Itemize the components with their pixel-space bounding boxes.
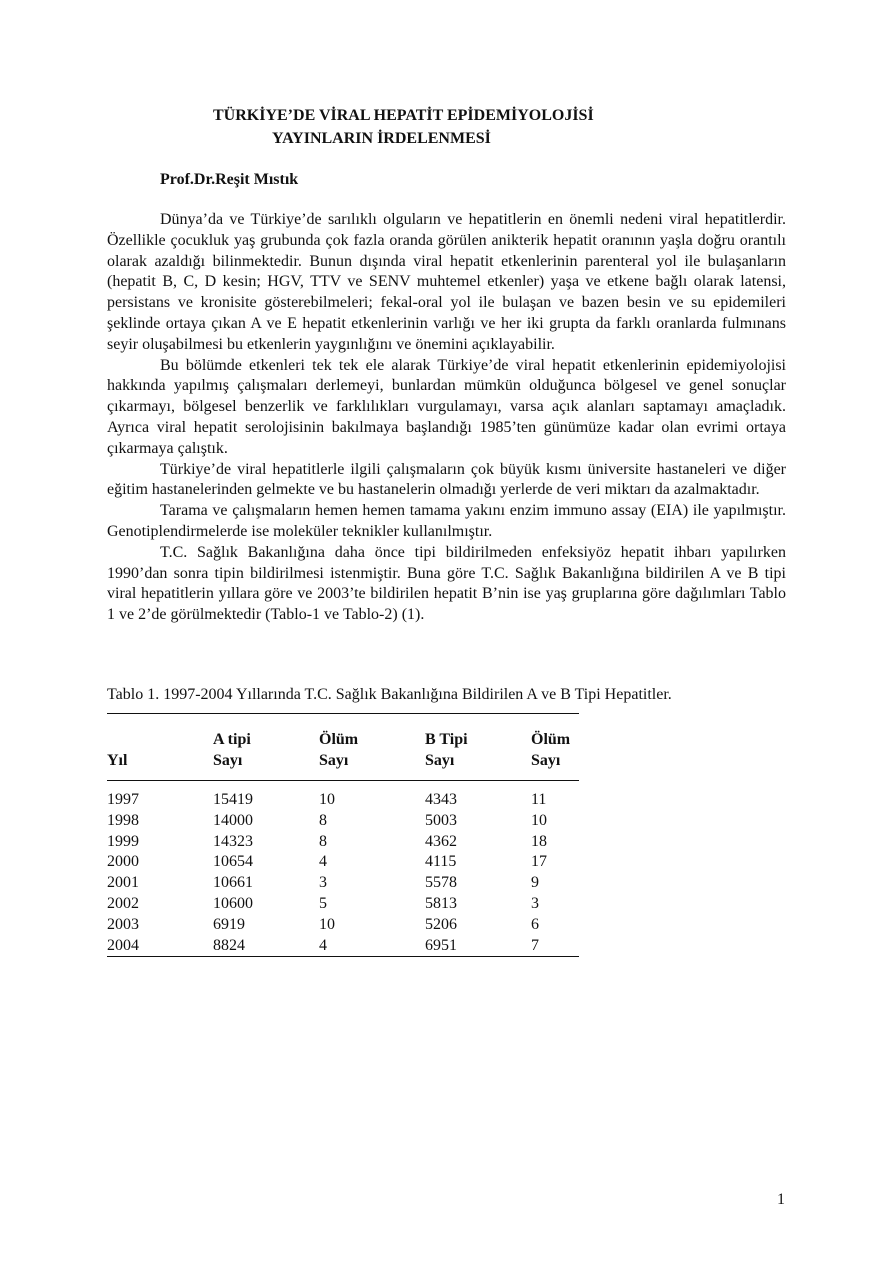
table-cell: 4	[319, 853, 327, 871]
table-column-a-count	[213, 790, 253, 956]
table-cell: 3	[531, 894, 539, 912]
paragraph: Türkiye’de viral hepatitlerle ilgili çalışmaların çok büyük kısmı üniversite hastaneleri ve diğer eğitim hastanelerinden gelmekte ve bu hastanelerin olmadığı yerlerde de veri miktarı da azalmaktadır.	[107, 460, 786, 499]
table-cell: 2003	[107, 915, 139, 933]
table-cell: 5206	[425, 915, 457, 933]
header-line: Ölüm	[531, 731, 571, 748]
table-cell: 15419	[213, 791, 253, 808]
table-cell: 3	[319, 874, 327, 892]
table-cell: 10600	[213, 894, 253, 912]
table-cell: 6919	[213, 915, 245, 933]
table-cell: 18	[531, 832, 547, 850]
table-cell: 5578	[425, 874, 457, 892]
table-cell: 10654	[213, 853, 253, 871]
table-header-a-count	[213, 730, 251, 772]
table-header-a-deaths	[319, 730, 358, 772]
table-bottom-rule	[107, 956, 579, 957]
table-cell: 10	[319, 915, 335, 933]
header-line	[107, 730, 127, 751]
paragraph: T.C. Sağlık Bakanlığına daha önce tipi bildirilmeden enfeksiyöz hepatit ihbarı yapılırken 1990’dan sonra tipin bildirilmesi istenmiştir. Buna göre T.C. Sağlık Bakanlığına bildirilen A ve B tipi viral hepatitlerin yıllara göre ve 2003’te bildirilen hepatit B’nin ise yaş gruplarına göre dağılımları Tablo 1 ve 2’de görülmektedir (Tablo-1 ve Tablo-2) (1).	[107, 543, 786, 624]
header-line: B Tipi	[425, 731, 468, 748]
paragraph: Dünya’da ve Türkiye’de sarılıklı olguların ve hepatitlerin en önemli nedeni viral hepatitlerdir. Özellikle çocukluk yaş grubunda çok fazla oranda görülen anikterik hepatit oranının yaşla doğru orantılı olarak azaldığı bilinmektedir. Bunun dışında viral hepatit etkenlerinin parenteral yol ile bulaşanların (hepatit B, C, D kesin; HGV, TTV ve SENV muhtemel etkenler) yaşa ve etkene bağlı olarak latensi, persistans ve kronisite gösterebilmeleri; fekal-oral yol ile bulaşan ve bazen besin ve su epidemileri şeklinde ortaya çıkan A ve E hepatit etkenlerinin varlığı ve her iki grupta da farklı oranlarda fulmınans seyir oluşabilmesi bu etkenlerin yaygınlığını ve önemini açıklayabilir.	[107, 211, 786, 353]
table-cell: 2002	[107, 894, 139, 912]
table-cell: 4115	[425, 853, 457, 871]
table-cell: 8	[319, 811, 327, 829]
header-line: Sayı	[213, 751, 243, 769]
table-cell: 4362	[425, 832, 457, 850]
table-column-a-deaths	[319, 790, 335, 956]
table-caption: Tablo 1. 1997-2004 Yıllarında T.C. Sağlık Bakanlığına Bildirilen A ve B Tipi Hepatitler.	[107, 686, 672, 703]
table-cell: 14000	[213, 811, 253, 829]
header-line: Ölüm	[319, 731, 359, 748]
table-cell: 1998	[107, 811, 139, 829]
table-cell: 10	[531, 811, 547, 829]
table-cell: 8	[319, 832, 327, 850]
table-cell: 4343	[425, 791, 457, 808]
header-line: A tipi	[213, 731, 251, 748]
table-cell: 2000	[107, 853, 139, 871]
table-cell: 14323	[213, 832, 253, 850]
table-column-b-deaths	[531, 790, 547, 956]
table-cell: 10661	[213, 874, 253, 892]
table-cell: 6951	[425, 936, 457, 954]
table-cell: 5813	[425, 894, 457, 912]
paragraph: Bu bölümde etkenleri tek tek ele alarak Türkiye’de viral hepatit etkenlerinin epidemiyolojisi hakkında yapılmış çalışmaları derlemeyi, bunlardan mümkün olduğunca bölgesel ve genel sonuçlar çıkarmayı, bölgesel benzerlik ve farklılıkları vurgulamayı, varsa açık alanları saptamayı amaçladık. Ayrıca viral hepatit serolojisinin bakılmaya başlandığı 1985’ten günümüze kadar olan evrimi ortaya çıkarmaya çalıştık.	[107, 356, 786, 457]
table-cell: 8824	[213, 936, 245, 954]
table-cell: 6	[531, 915, 539, 933]
table-column-year	[107, 790, 139, 956]
table-cell: 10	[319, 791, 335, 808]
page-number: 1	[777, 1191, 785, 1208]
table-cell: 1997	[107, 791, 139, 808]
table-cell: 2004	[107, 936, 139, 954]
table-cell: 1999	[107, 832, 139, 850]
header-line: Sayı	[425, 751, 455, 769]
table-header-rule	[107, 780, 579, 781]
author-name: Prof.Dr.Reşit Mıstık	[160, 171, 299, 188]
body-text	[107, 210, 786, 626]
table-cell: 17	[531, 853, 547, 871]
header-line: Sayı	[531, 751, 561, 769]
table-cell: 4	[319, 936, 327, 954]
table-cell: 7	[531, 936, 539, 954]
header-line: Yıl	[107, 751, 128, 769]
table-header-b-count	[425, 730, 468, 772]
document-title-line-1: TÜRKİYE’DE VİRAL HEPATİT EPİDEMİYOLOJİSİ	[213, 107, 594, 124]
table-cell: 5	[319, 894, 327, 912]
header-line: Sayı	[319, 751, 349, 769]
table-cell: 5003	[425, 811, 457, 829]
paragraph: Tarama ve çalışmaların hemen hemen tamama yakını enzim immuno assay (EIA) ile yapılmıştır. Genotiplendirmelerde ise moleküler teknikler kullanılmıştır.	[107, 502, 786, 540]
table-header-b-deaths	[531, 730, 570, 772]
document-title-line-2: YAYINLARIN İRDELENMESİ	[272, 130, 491, 147]
table-cell: 11	[531, 791, 547, 808]
table-header-year	[107, 730, 127, 772]
table-cell: 2001	[107, 874, 139, 892]
table-column-b-count	[425, 790, 457, 956]
table-top-rule	[107, 713, 579, 714]
table-cell: 9	[531, 874, 539, 892]
